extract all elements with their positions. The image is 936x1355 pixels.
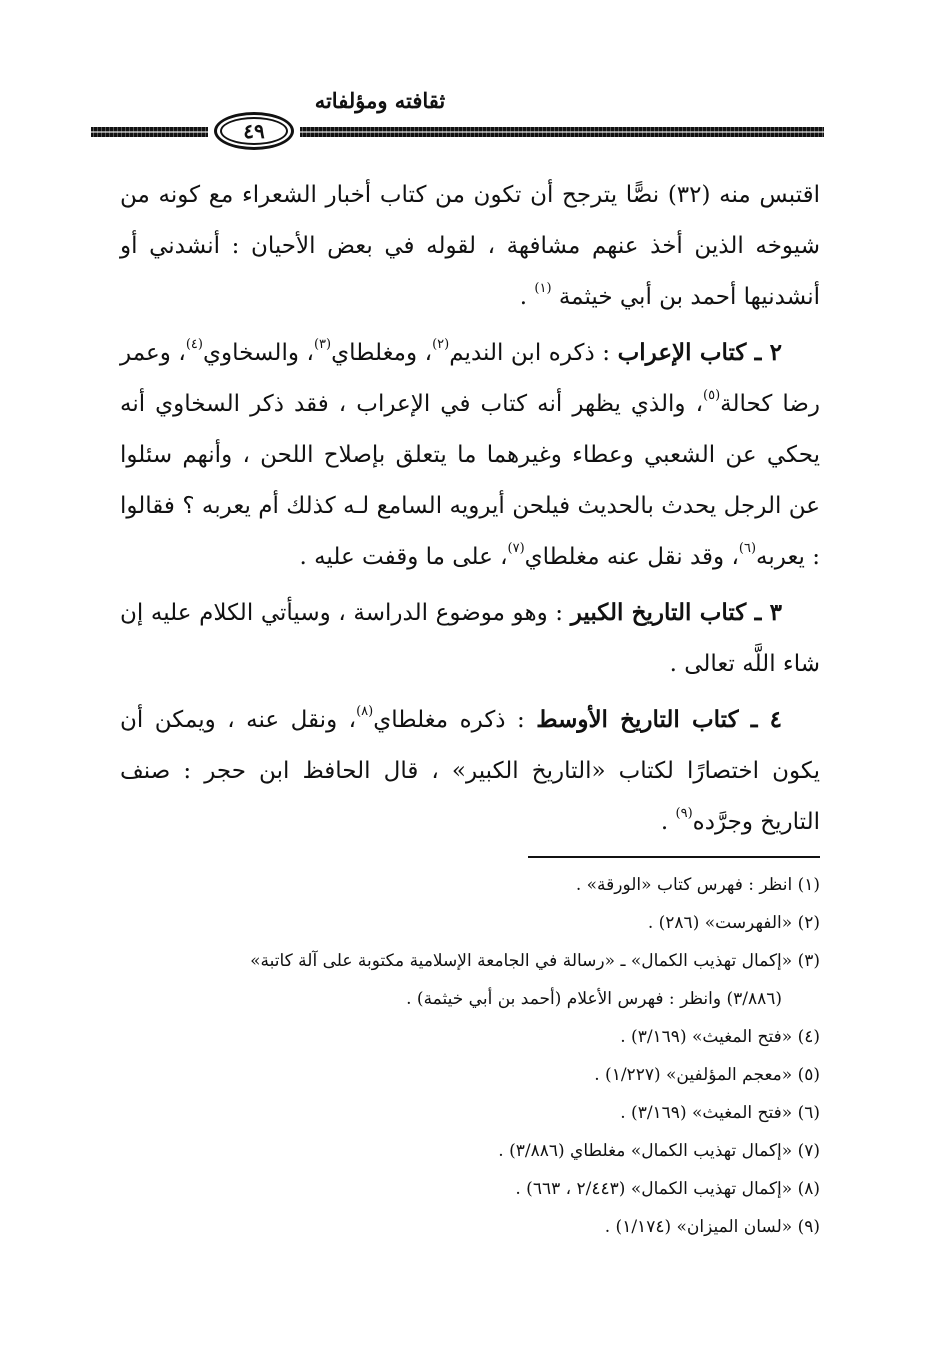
footnote-ref-1[interactable]: (١) [534,281,552,297]
paragraph-1: اقتبس منه (٣٢) نصًّا يترجح أن تكون من كتاب أخبار الشعراء مع كونه من شيوخه الذين أخذ عنهم مشافهة ، لقوله في بعض الأحيان : أنشدني أو أنشدنيها أحمد بن أبي خيثمة $^{(١)}$ . [120,182,820,310]
footnote-ref-9[interactable]: (٩) [675,806,693,822]
footnote-3-continued: (٣/٨٨٦) وانظر : فهرس الأعلام (أحمد بن أبي خيثمة) . [406,989,782,1009]
footnote-8: (٨) «إكمال تهذيب الكمال» (٢/٤٤٣ ، ٦٦٣) . [515,1179,820,1199]
footnote-ref-6[interactable]: (٦) [738,541,757,557]
footnote-3: (٣) «إكمال تهذيب الكمال» ـ «رسالة في الجامعة الإسلامية مكتوبة على آلة كاتبة» [250,951,820,971]
paragraph-2: ٢ ـ كتاب الإعراب : ذكره ابن النديم$^{(٢)}$، ومغلطاي$^{(٣)}$، والسخاوي$^{(٤)}$، وعمر رضا كحالة$^{(٥)}$، والذي يظهر أنه كتاب في الإعراب ، فقد ذكر السخاوي أنه يحكي عن الشعبي وعطاء وغيرهما ما يتعلق بإصلاح اللحن ، وأنهم سئلوا عن الرجل يحدث بالحديث فيلحن أيرويه السامع لـه كذلك أم يعربه ؟ فقالوا : يعربه$^{(٦)}$، وقد نقل عنه مغلطاي$^{(٧)}$، على ما وقفت عليه . [120,337,820,570]
footnote-ref-3[interactable]: (٣) [313,337,332,353]
book-title: كتاب التاريخ الكبير [570,599,747,626]
book-title: كتاب التاريخ الأوسط [536,706,739,733]
footnote-1: (١) انظر : فهرس كتاب «الورقة» . [575,875,820,895]
footnote-6: (٦) «فتح المغيث» (٣/١٦٩) . [620,1103,820,1123]
footnotes [80,866,820,1246]
paragraph-4: ٤ ـ كتاب التاريخ الأوسط : ذكره مغلطاي$^{(٨)}$، ونقل عنه ، ويمكن أن يكون اختصارًا لكتاب «التاريخ الكبير» ، قال الحافظ ابن حجر : صنف التاريخ وجرَّده$^{(٩)}$ . [120,704,820,835]
body-text [120,170,820,852]
footnote-ref-7[interactable]: (٧) [507,541,525,557]
footnote-5: (٥) «معجم المؤلفين» (١/٢٢٧) . [594,1065,820,1085]
page-number: ٤٩ [220,117,288,145]
footnote-ref-8[interactable]: (٨) [356,704,374,720]
item-number: ٢ ـ [746,339,782,366]
item-number: ٣ ـ [746,599,783,626]
footnote-9: (٩) «لسان الميزان» (١/١٧٤) . [604,1217,820,1237]
footnote-ref-5[interactable]: (٥) [703,388,721,404]
paragraph-3: ٣ ـ كتاب التاريخ الكبير : وهو موضوع الدراسة ، وسيأتي الكلام عليه إن شاء اللَّه تعالى . [120,599,820,677]
book-title: كتاب الإعراب [617,339,747,366]
header-rule-right [300,127,824,137]
footnote-2: (٢) «الفهرست» (٢٨٦) . [647,913,820,933]
footnote-ref-2[interactable]: (٢) [432,337,450,353]
header-rule-left [91,127,208,137]
item-number: ٤ ـ [738,706,782,733]
footnote-7: (٧) «إكمال تهذيب الكمال» مغلطاي (٣/٨٨٦) . [498,1141,820,1161]
footnote-separator [528,856,820,858]
footnote-ref-4[interactable]: (٤) [185,337,203,353]
running-title: ثقافته ومؤلفاته [314,88,446,113]
footnote-4: (٤) «فتح المغيث» (٣/١٦٩) . [620,1027,820,1047]
page-number-badge [214,112,294,150]
